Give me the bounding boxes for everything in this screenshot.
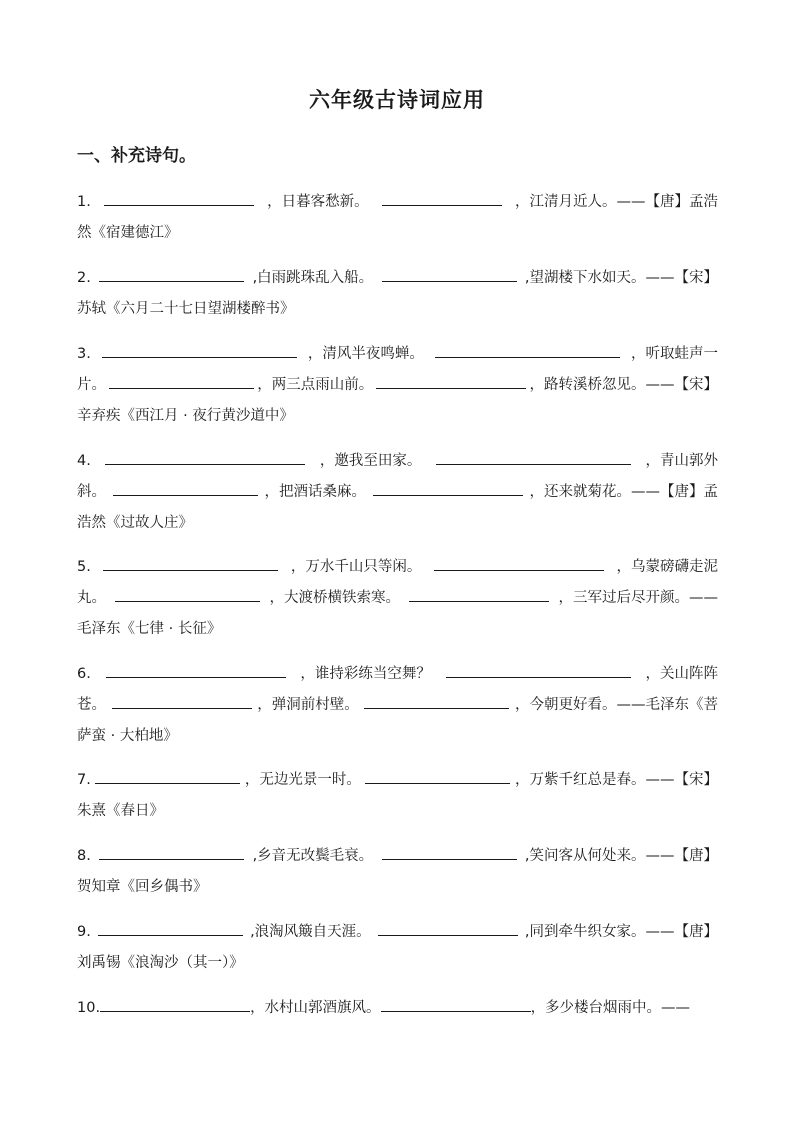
question-line — [77, 765, 718, 796]
question-text: ，日暮客愁新。 — [267, 194, 369, 210]
question-line — [77, 721, 718, 752]
question-text: ，多少楼台烟雨中。—— — [530, 1000, 691, 1016]
answer-blank[interactable] — [99, 841, 244, 860]
answer-blank[interactable] — [109, 370, 254, 389]
question-line — [77, 552, 718, 583]
question-item — [77, 841, 718, 903]
question-text: ，乌蒙磅礴走泥 — [616, 559, 718, 575]
answer-blank[interactable] — [104, 187, 254, 206]
question-text: 毛泽东《七律 · 长征》 — [77, 621, 222, 637]
answer-blank[interactable] — [103, 552, 278, 571]
answer-blank[interactable] — [99, 263, 244, 282]
answer-blank[interactable] — [381, 993, 531, 1012]
answer-blank[interactable] — [364, 690, 509, 709]
question-text: 朱熹《春日》 — [77, 803, 164, 819]
question-line — [77, 917, 718, 948]
question-text: ，三军过后尽开颜。—— — [558, 590, 718, 606]
answer-blank[interactable] — [113, 477, 258, 496]
question-line — [77, 993, 718, 1024]
question-text: ，两三点雨山前。 — [257, 377, 374, 393]
question-number: 3. — [77, 346, 91, 362]
question-number: 4. — [77, 453, 91, 469]
answer-blank[interactable] — [98, 917, 243, 936]
answer-blank[interactable] — [95, 765, 240, 784]
answer-blank[interactable] — [100, 993, 250, 1012]
question-text: ，江清月近人。——【唐】孟浩 — [514, 194, 718, 210]
question-text: 然《宿建德江》 — [77, 225, 179, 241]
question-text: ，邀我至田家。 — [319, 453, 422, 469]
question-number: 9. — [77, 924, 91, 940]
question-item — [77, 659, 718, 752]
question-text: ，听取蛙声一 — [630, 346, 718, 362]
answer-blank[interactable] — [446, 659, 631, 678]
question-number: 8. — [77, 848, 91, 864]
question-text: ，弹洞前村壁。 — [257, 697, 359, 713]
question-number: 10. — [77, 1000, 101, 1016]
question-text: ，把酒话桑麻。 — [264, 484, 366, 500]
question-text: ，关山阵阵 — [645, 666, 718, 682]
question-line — [77, 690, 718, 721]
question-line — [77, 508, 718, 539]
question-number: 6. — [77, 666, 91, 682]
answer-blank[interactable] — [378, 917, 518, 936]
question-text: 萨蛮 · 大柏地》 — [77, 728, 178, 744]
question-line — [77, 401, 718, 432]
answer-blank[interactable] — [105, 446, 305, 465]
question-text: ，青山郭外 — [645, 453, 718, 469]
question-text: ，今朝更好看。——毛泽东《菩 — [515, 697, 718, 713]
question-text: 辛弃疾《西江月 · 夜行黄沙道中》 — [77, 408, 294, 424]
question-line — [77, 294, 718, 325]
answer-blank[interactable] — [365, 765, 510, 784]
question-item — [77, 917, 718, 979]
question-text: 丸。 — [77, 590, 106, 606]
question-text: ，还来就菊花。——【唐】孟 — [529, 484, 718, 500]
question-item — [77, 446, 718, 539]
question-text: ,望湖楼下水如天。——【宋】 — [524, 270, 718, 286]
answer-blank[interactable] — [106, 659, 286, 678]
question-text: ，路转溪桥忽见。——【宋】 — [529, 377, 718, 393]
question-item — [77, 765, 718, 827]
answer-blank[interactable] — [434, 552, 604, 571]
question-text: 浩然《过故人庄》 — [77, 515, 193, 531]
question-number: 5. — [77, 559, 91, 575]
answer-blank[interactable] — [112, 690, 252, 709]
question-text: ,白雨跳珠乱入船。 — [252, 270, 374, 286]
section-heading: 一、补充诗句。 — [77, 146, 196, 166]
question-text: 片。 — [77, 377, 106, 393]
answer-blank[interactable] — [435, 339, 620, 358]
answer-blank[interactable] — [382, 263, 517, 282]
question-item — [77, 263, 718, 325]
answer-blank[interactable] — [102, 339, 297, 358]
question-line — [77, 339, 718, 370]
question-text: ，大渡桥横铁索寒。 — [269, 590, 400, 606]
question-text: ,乡音无改鬓毛衰。 — [252, 848, 374, 864]
question-line — [77, 659, 718, 690]
answer-blank[interactable] — [115, 583, 260, 602]
question-item — [77, 187, 718, 249]
question-text: ,浪淘风簸自天涯。 — [250, 924, 371, 940]
question-text: ,笑问客从何处来。——【唐】 — [524, 848, 718, 864]
question-item — [77, 552, 718, 645]
question-item — [77, 339, 718, 432]
answer-blank[interactable] — [409, 583, 549, 602]
question-line — [77, 796, 718, 827]
question-line — [77, 187, 718, 218]
question-line — [77, 477, 718, 508]
question-line — [77, 370, 718, 401]
question-line — [77, 614, 718, 645]
question-text: 刘禹锡《浪淘沙（其一）》 — [77, 955, 244, 971]
question-item — [77, 993, 718, 1024]
question-line — [77, 872, 718, 903]
answer-blank[interactable] — [376, 370, 526, 389]
question-text: ，万紫千红总是春。——【宋】 — [514, 772, 718, 788]
question-text: ，万水千山只等闲。 — [290, 559, 422, 575]
question-text: ，清风半夜鸣蝉。 — [307, 346, 424, 362]
question-line — [77, 841, 718, 872]
question-text: 贺知章《回乡偶书》 — [77, 879, 208, 895]
question-line — [77, 218, 718, 249]
answer-blank[interactable] — [373, 477, 523, 496]
question-line — [77, 948, 718, 979]
question-text: ，无边光景一时。 — [244, 772, 361, 788]
question-text: 斜。 — [77, 484, 106, 500]
page-title: 六年级古诗词应用 — [309, 88, 485, 112]
question-line — [77, 263, 718, 294]
question-text: ，水村山郭酒旗风。 — [250, 1000, 381, 1016]
question-number: 1. — [77, 194, 91, 210]
question-text: 苍。 — [77, 697, 106, 713]
question-line — [77, 446, 718, 477]
question-number: 7. — [77, 772, 91, 788]
question-text: ,同到牵牛织女家。——【唐】 — [524, 924, 718, 940]
question-line — [77, 583, 718, 614]
answer-blank[interactable] — [436, 446, 631, 465]
question-number: 2. — [77, 270, 91, 286]
answer-blank[interactable] — [382, 187, 502, 206]
question-text: ，谁持彩练当空舞？ — [300, 666, 431, 682]
answer-blank[interactable] — [382, 841, 517, 860]
question-text: 苏轼《六月二十七日望湖楼醉书》 — [77, 301, 295, 317]
